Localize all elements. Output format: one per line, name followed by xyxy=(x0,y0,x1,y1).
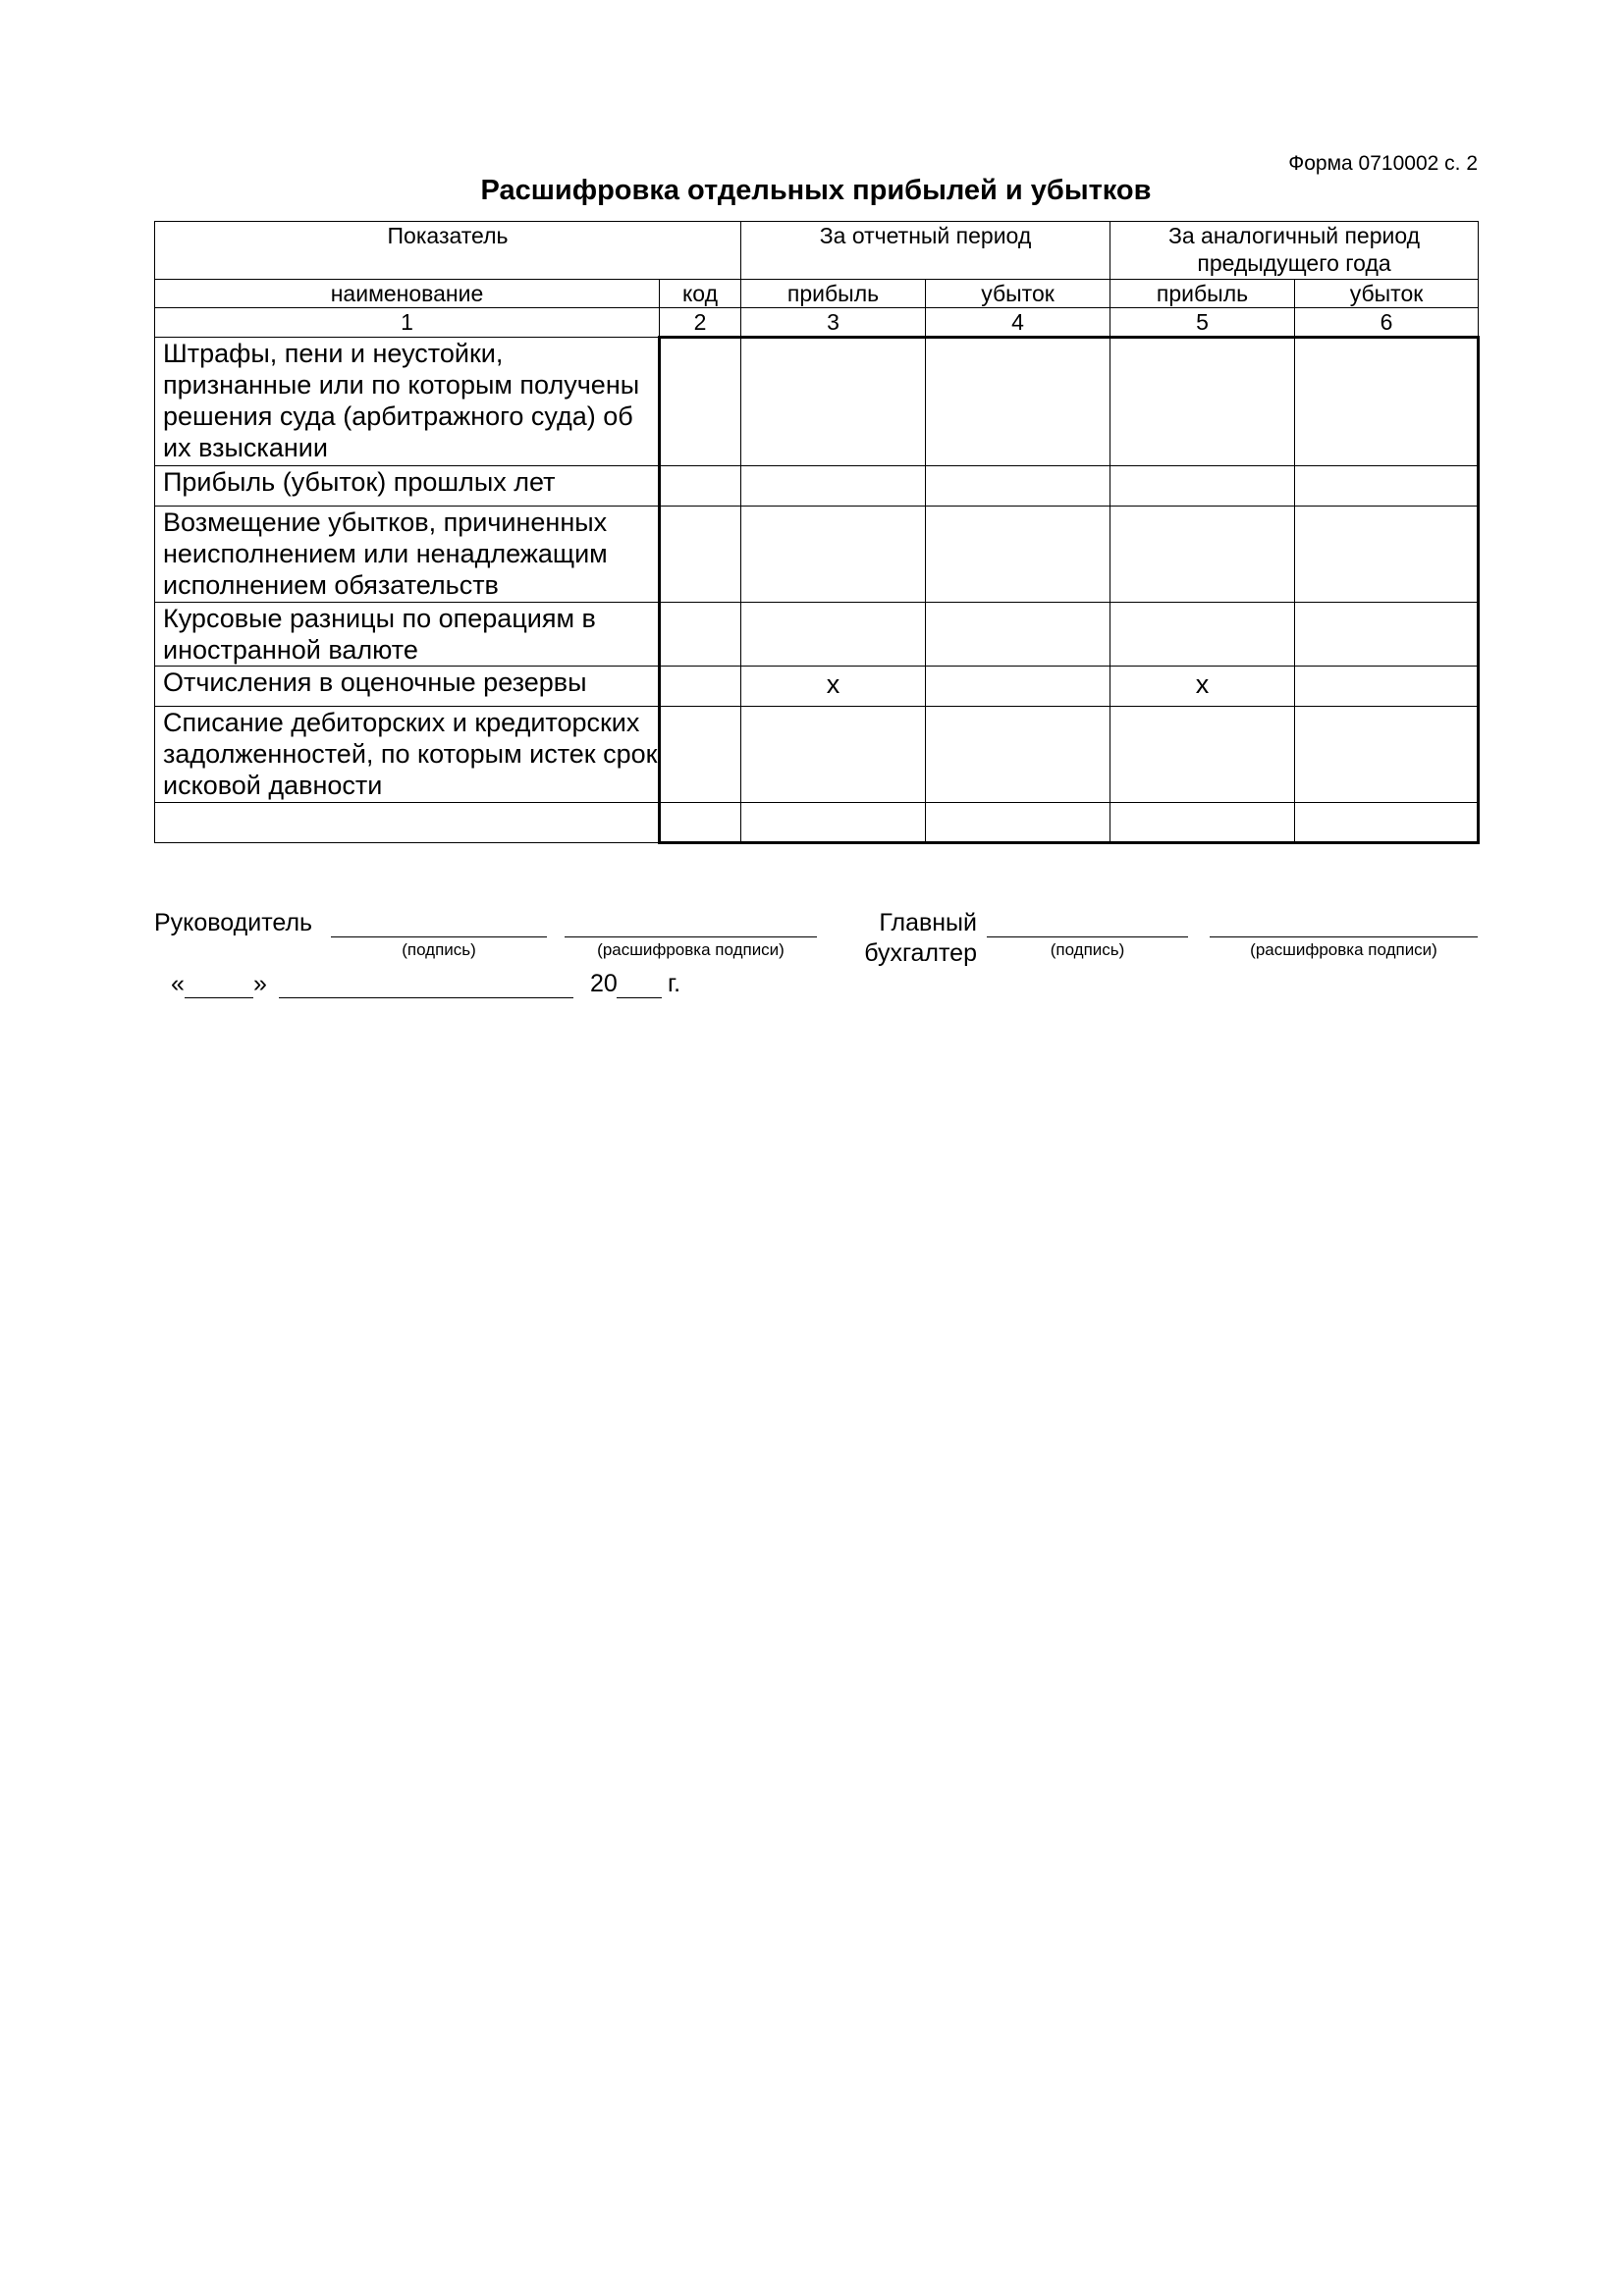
row-name: Списание дебиторских и кредиторских задолженностей, по которым истек срок исковой давности xyxy=(155,707,660,803)
header-profit-previous: прибыль xyxy=(1110,280,1295,308)
chief-signature-caption: (подпись) xyxy=(1050,940,1125,959)
value-cell[interactable] xyxy=(741,803,926,843)
table-row xyxy=(155,338,1479,466)
chief-signature-line[interactable] xyxy=(987,936,1188,937)
header-loss-previous: убыток xyxy=(1295,280,1479,308)
date-day-line[interactable] xyxy=(185,997,253,998)
column-number: 6 xyxy=(1295,308,1479,338)
table-row xyxy=(155,707,1479,803)
row-name: Штрафы, пени и неустойки, признанные или по которым получены решения суда (арбитражного суда) об их взыскании xyxy=(155,338,660,466)
table-row xyxy=(155,803,1479,843)
code-cell[interactable] xyxy=(660,803,741,843)
code-cell[interactable] xyxy=(660,466,741,507)
value-cell[interactable] xyxy=(1295,466,1479,507)
value-cell[interactable] xyxy=(1295,707,1479,803)
value-cell[interactable] xyxy=(1110,707,1295,803)
value-cell[interactable] xyxy=(1295,507,1479,603)
value-cell[interactable] xyxy=(1110,507,1295,603)
value-cell[interactable] xyxy=(741,338,926,466)
column-number: 5 xyxy=(1110,308,1295,338)
head-signature-line[interactable] xyxy=(331,936,547,937)
value-cell[interactable] xyxy=(926,603,1110,667)
column-number: 4 xyxy=(926,308,1110,338)
value-cell[interactable] xyxy=(926,667,1110,707)
header-current-period: За отчетный период xyxy=(741,222,1110,280)
date-open-quote: « xyxy=(171,970,185,997)
date-year-line[interactable] xyxy=(617,997,662,998)
chief-label-line2: бухгалтер xyxy=(864,939,977,967)
header-previous-period: За аналогичный период предыдущего года xyxy=(1110,222,1479,280)
value-cell[interactable] xyxy=(1110,803,1295,843)
date-month-line[interactable] xyxy=(279,997,573,998)
value-cell[interactable] xyxy=(1110,466,1295,507)
head-label: Руководитель xyxy=(154,909,313,936)
code-cell[interactable] xyxy=(660,507,741,603)
table-row xyxy=(155,466,1479,507)
head-decoding-line[interactable] xyxy=(565,936,817,937)
value-cell[interactable] xyxy=(741,466,926,507)
chief-decoding-caption: (расшифровка подписи) xyxy=(1250,940,1437,959)
value-cell[interactable]: x xyxy=(741,667,926,707)
row-name: Прибыль (убыток) прошлых лет xyxy=(155,466,660,507)
table-row xyxy=(155,507,1479,603)
value-cell[interactable] xyxy=(1295,338,1479,466)
year-prefix: 20 xyxy=(590,970,618,997)
value-cell[interactable] xyxy=(1110,338,1295,466)
code-cell[interactable] xyxy=(660,707,741,803)
header-profit-current: прибыль xyxy=(741,280,926,308)
page-title: Расшифровка отдельных прибылей и убытков xyxy=(480,175,1152,206)
value-cell[interactable]: x xyxy=(1110,667,1295,707)
column-number: 2 xyxy=(660,308,741,338)
table-row xyxy=(155,603,1479,667)
value-cell[interactable] xyxy=(926,707,1110,803)
head-signature-caption: (подпись) xyxy=(402,940,476,959)
code-cell[interactable] xyxy=(660,338,741,466)
date-close-quote: » xyxy=(253,970,267,997)
header-indicator: Показатель xyxy=(155,222,741,280)
header-loss-current: убыток xyxy=(926,280,1110,308)
value-cell[interactable] xyxy=(741,707,926,803)
value-cell[interactable] xyxy=(1110,603,1295,667)
head-decoding-caption: (расшифровка подписи) xyxy=(597,940,785,959)
header-code: код xyxy=(660,280,741,308)
year-suffix: г. xyxy=(668,970,681,997)
form-code: Форма 0710002 с. 2 xyxy=(1288,152,1478,175)
row-name: Курсовые разницы по операциям в иностранной валюте xyxy=(155,603,660,667)
table-row xyxy=(155,667,1479,707)
row-name: Возмещение убытков, причиненных неисполнением или ненадлежащим исполнением обязательств xyxy=(155,507,660,603)
value-cell[interactable] xyxy=(1295,803,1479,843)
value-cell[interactable] xyxy=(926,803,1110,843)
value-cell[interactable] xyxy=(926,507,1110,603)
row-name[interactable] xyxy=(155,803,660,843)
header-name: наименование xyxy=(155,280,660,308)
column-number: 3 xyxy=(741,308,926,338)
chief-label-line1: Главный xyxy=(879,909,977,936)
value-cell[interactable] xyxy=(926,338,1110,466)
column-number: 1 xyxy=(155,308,660,338)
code-cell[interactable] xyxy=(660,603,741,667)
profit-loss-table xyxy=(154,221,1480,844)
code-cell[interactable] xyxy=(660,667,741,707)
value-cell[interactable] xyxy=(926,466,1110,507)
value-cell[interactable] xyxy=(1295,603,1479,667)
row-name: Отчисления в оценочные резервы xyxy=(155,667,660,707)
value-cell[interactable] xyxy=(741,603,926,667)
value-cell[interactable] xyxy=(741,507,926,603)
chief-decoding-line[interactable] xyxy=(1210,936,1478,937)
value-cell[interactable] xyxy=(1295,667,1479,707)
